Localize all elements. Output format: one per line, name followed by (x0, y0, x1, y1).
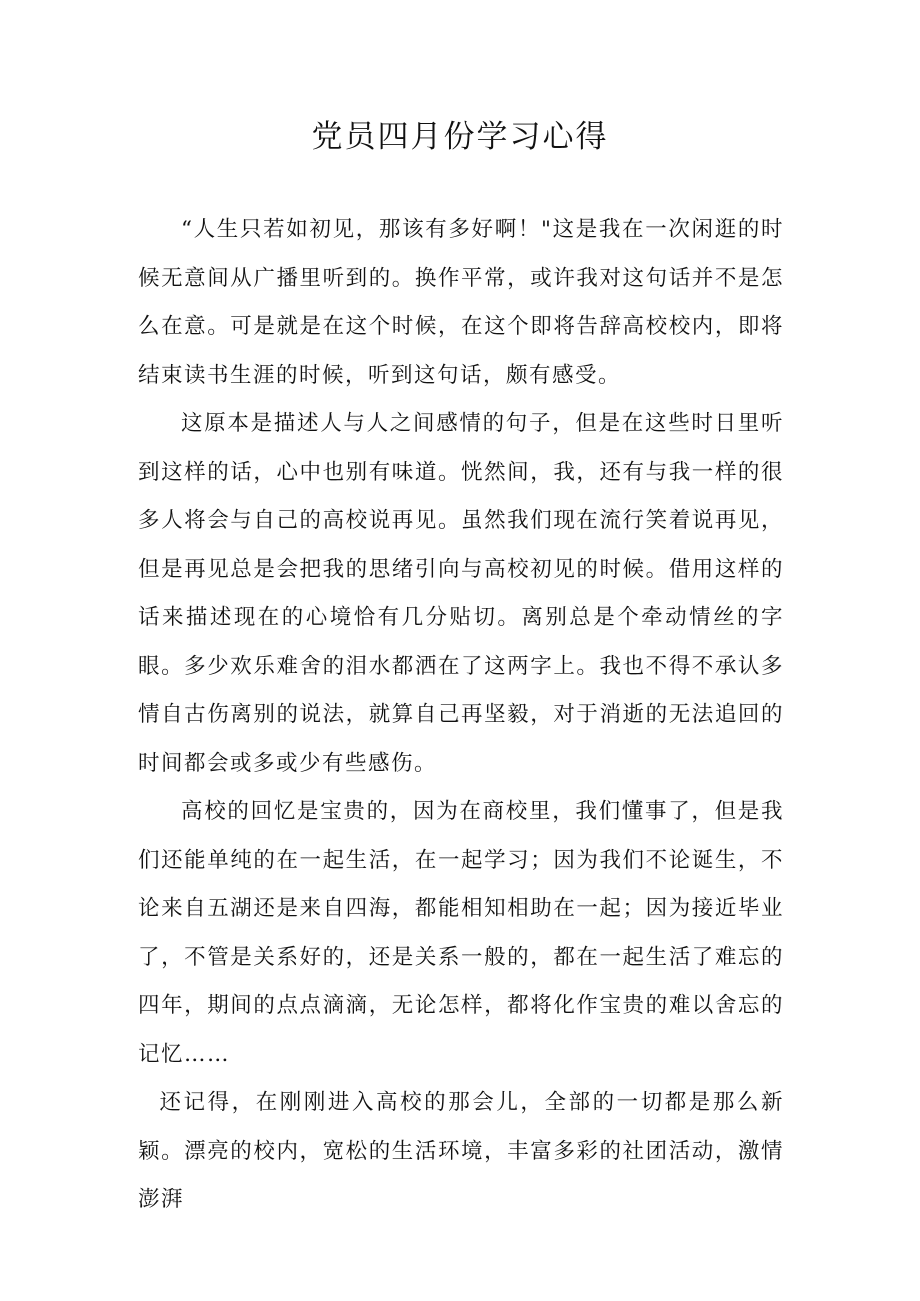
document-body (138, 206, 784, 1225)
paragraph-3: 高校的回忆是宝贵的，因为在商校里，我们懂事了，但是我们还能单纯的在一起生活，在一起学习；因为我们不论诞生，不论来自五湖还是来自四海，都能相知相助在一起；因为接近毕业了，不管是关系好的，还是关系一般的，都在一起生活了难忘的四年，期间的点点滴滴，无论怎样，都将化作宝贵的难以舍忘的记忆…… (138, 799, 784, 1067)
document-title: 党员四月份学习心得 (311, 119, 609, 155)
paragraph-4: 还记得，在刚刚进入高校的那会儿，全部的一切都是那么新颖。漂亮的校内，宽松的生活环境，丰富多彩的社团活动，激情澎湃 (138, 1090, 784, 1212)
paragraph-2: 这原本是描述人与人之间感情的句子，但是在这些时日里听到这样的话，心中也别有味道。恍然间，我，还有与我一样的很多人将会与自己的高校说再见。虽然我们现在流行笑着说再见，但是再见总是会把我的思绪引向与高校初见的时候。借用这样的话来描述现在的心境恰有几分贴切。离别总是个牵动情丝的字眼。多少欢乐难舍的泪水都洒在了这两字上。我也不得不承认多情自古伤离别的说法，就算自己再坚毅，对于消逝的无法追回的时间都会或多或少有些感伤。 (138, 411, 784, 776)
paragraph-1: “人生只若如初见，那该有多好啊！"这是我在一次闲逛的时候无意间从广播里听到的。换作平常，或许我对这句话并不是怎么在意。可是就是在这个时候，在这个即将告辞高校校内，即将结束读书生涯的时候，听到这句话，颇有感受。 (138, 217, 784, 388)
